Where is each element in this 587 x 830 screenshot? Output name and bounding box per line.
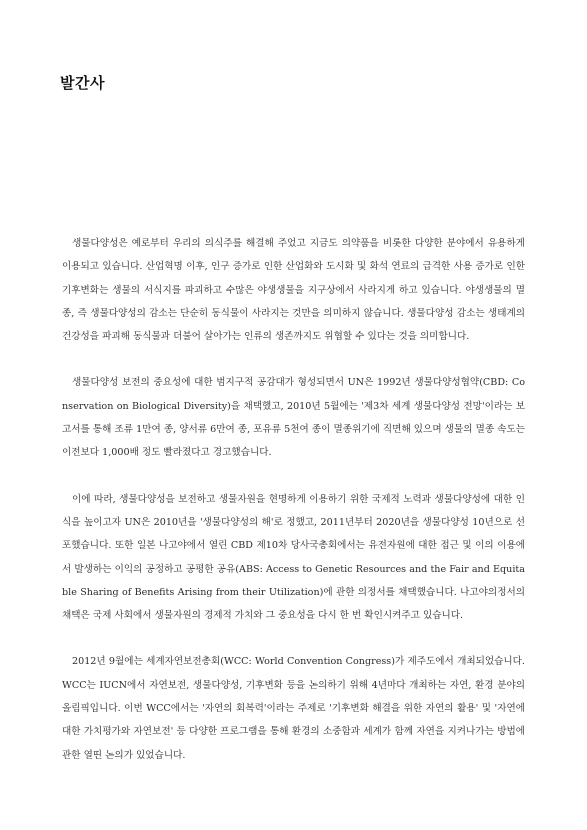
paragraph-2: 생물다양성 보전의 중요성에 대한 범지구적 공감대가 형성되면서 UN은 1992년 생물다양성협약(CBD: Conservation on Biological Diversity)을 채택했고, 2010년 5월에는 '제3차 세계 생물다양성 전망'이라는 보고서를 통해 조류 1만여 종, 양서류 6만여 종, 포유류 5천여 종이 멸종위기에 직면해 있으며 생물의 멸종 속도는 이전보다 1,000배 정도 빨라졌다고 경고했습니다.	[62, 377, 525, 459]
paragraph-3: 이에 따라, 생물다양성을 보전하고 생물자원을 현명하게 이용하기 위한 국제적 노력과 생물다양성에 대한 인식을 높이고자 UN은 2010년을 '생물다양성의 해'로 정했고, 2011년부터 2020년을 생물다양성 10년으로 선포했습니다. 또한 일본 나고야에서 열린 CBD 제10차 당사국총회에서는 유전자원에 대한 접근 및 이의 이용에서 발생하는 이익의 공정하고 공평한 공유(ABS: Access to Genetic Resources and the Fair and Equitable Sharing of Benefits Arising from their Utilization)에 관한 의정서를 채택했습니다. 나고야의정서의 채택은 국제 사회에서 생물자원의 경제적 가치와 그 중요성을 다시 한 번 확인시켜주고 있습니다.	[62, 493, 525, 622]
page-title: 발간사	[60, 74, 105, 93]
paragraph-4: 2012년 9월에는 세계자연보전총회(WCC: World Convention Congress)가 제주도에서 개최되었습니다. WCC는 IUCN에서 자연보전, 생물다양성, 기후변화 등을 논의하기 위해 4년마다 개최하는 자연, 환경 분야의 올림픽입니다. 이번 WCC에서는 '자연의 회복력'이라는 주제로 '기후변화 해결을 위한 자연의 활용' 및 '자연에 대한 가치평가와 자연보전' 등 다양한 프로그램을 통해 환경의 소중함과 세계가 함께 자연을 지켜나가는 방법에 관한 열띤 논의가 있었습니다.	[62, 656, 525, 761]
paragraph-1: 생물다양성은 예로부터 우리의 의식주를 해결해 주었고 지금도 의약품을 비롯한 다양한 분야에서 유용하게 이용되고 있습니다. 산업혁명 이후, 인구 증가로 인한 산업화와 도시화 및 화석 연료의 급격한 사용 증가로 인한 기후변화는 생물의 서식지를 파괴하고 수많은 야생생물을 지구상에서 사라지게 하고 있습니다. 야생생물의 멸종, 즉 생물다양성의 감소는 단순히 동식물이 사라지는 것만을 의미하지 않습니다. 생물다양성 감소는 생태계의 건강성을 파괴해 동식물과 더불어 살아가는 인류의 생존까지도 위협할 수 있다는 것을 의미합니다.	[62, 238, 525, 343]
document-body	[62, 232, 525, 767]
